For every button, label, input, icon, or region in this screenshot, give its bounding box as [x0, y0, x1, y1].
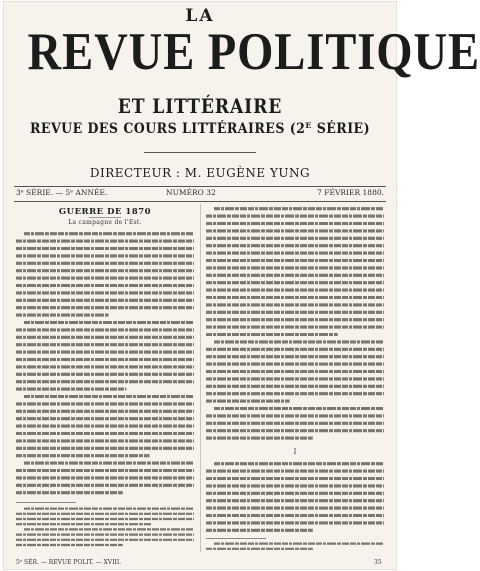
right-column-text	[206, 205, 384, 445]
right-footnotes-text	[206, 541, 384, 555]
masthead-series: REVUE DES COURS LITTÉRAIRES (2ᴱ SÉRIE)	[29, 121, 371, 137]
right-column-text-section-1	[206, 460, 384, 536]
masthead-divider	[144, 152, 256, 153]
newspaper-page	[4, 2, 480, 569]
info-bar-top-rule	[14, 186, 386, 187]
masthead-article: LA	[185, 6, 215, 26]
info-bar	[16, 188, 384, 202]
section-numeral: I	[293, 448, 297, 456]
article-subtitle: La campagne de l'Est.	[68, 219, 142, 226]
director-line: DIRECTEUR : M. EUGÈNE YUNG	[89, 166, 311, 180]
article-title: GUERRE DE 1870	[58, 207, 152, 217]
page-number: 35	[374, 559, 382, 566]
left-column-text	[16, 230, 194, 498]
left-footnotes-text	[16, 506, 194, 552]
info-bar-bottom-rule	[14, 201, 386, 202]
page-footer-left: 5ᵉ SÉR. — REVUE POLIT. — XVIII.	[16, 559, 122, 566]
footnote-rule-right	[206, 538, 266, 539]
issue-date: 7 FÉVRIER 1880.	[317, 188, 384, 197]
masthead-title: REVUE POLITIQUE	[27, 23, 480, 81]
footnote-rule-left	[16, 502, 76, 503]
title-divider	[89, 217, 121, 218]
masthead-subtitle: ET LITTÉRAIRE	[117, 94, 283, 118]
column-separator	[200, 204, 201, 552]
series-label: 3ᵉ SÉRIE. — 5ᵉ ANNÉE.	[16, 188, 108, 197]
issue-number: NUMÉRO 32	[166, 188, 216, 197]
